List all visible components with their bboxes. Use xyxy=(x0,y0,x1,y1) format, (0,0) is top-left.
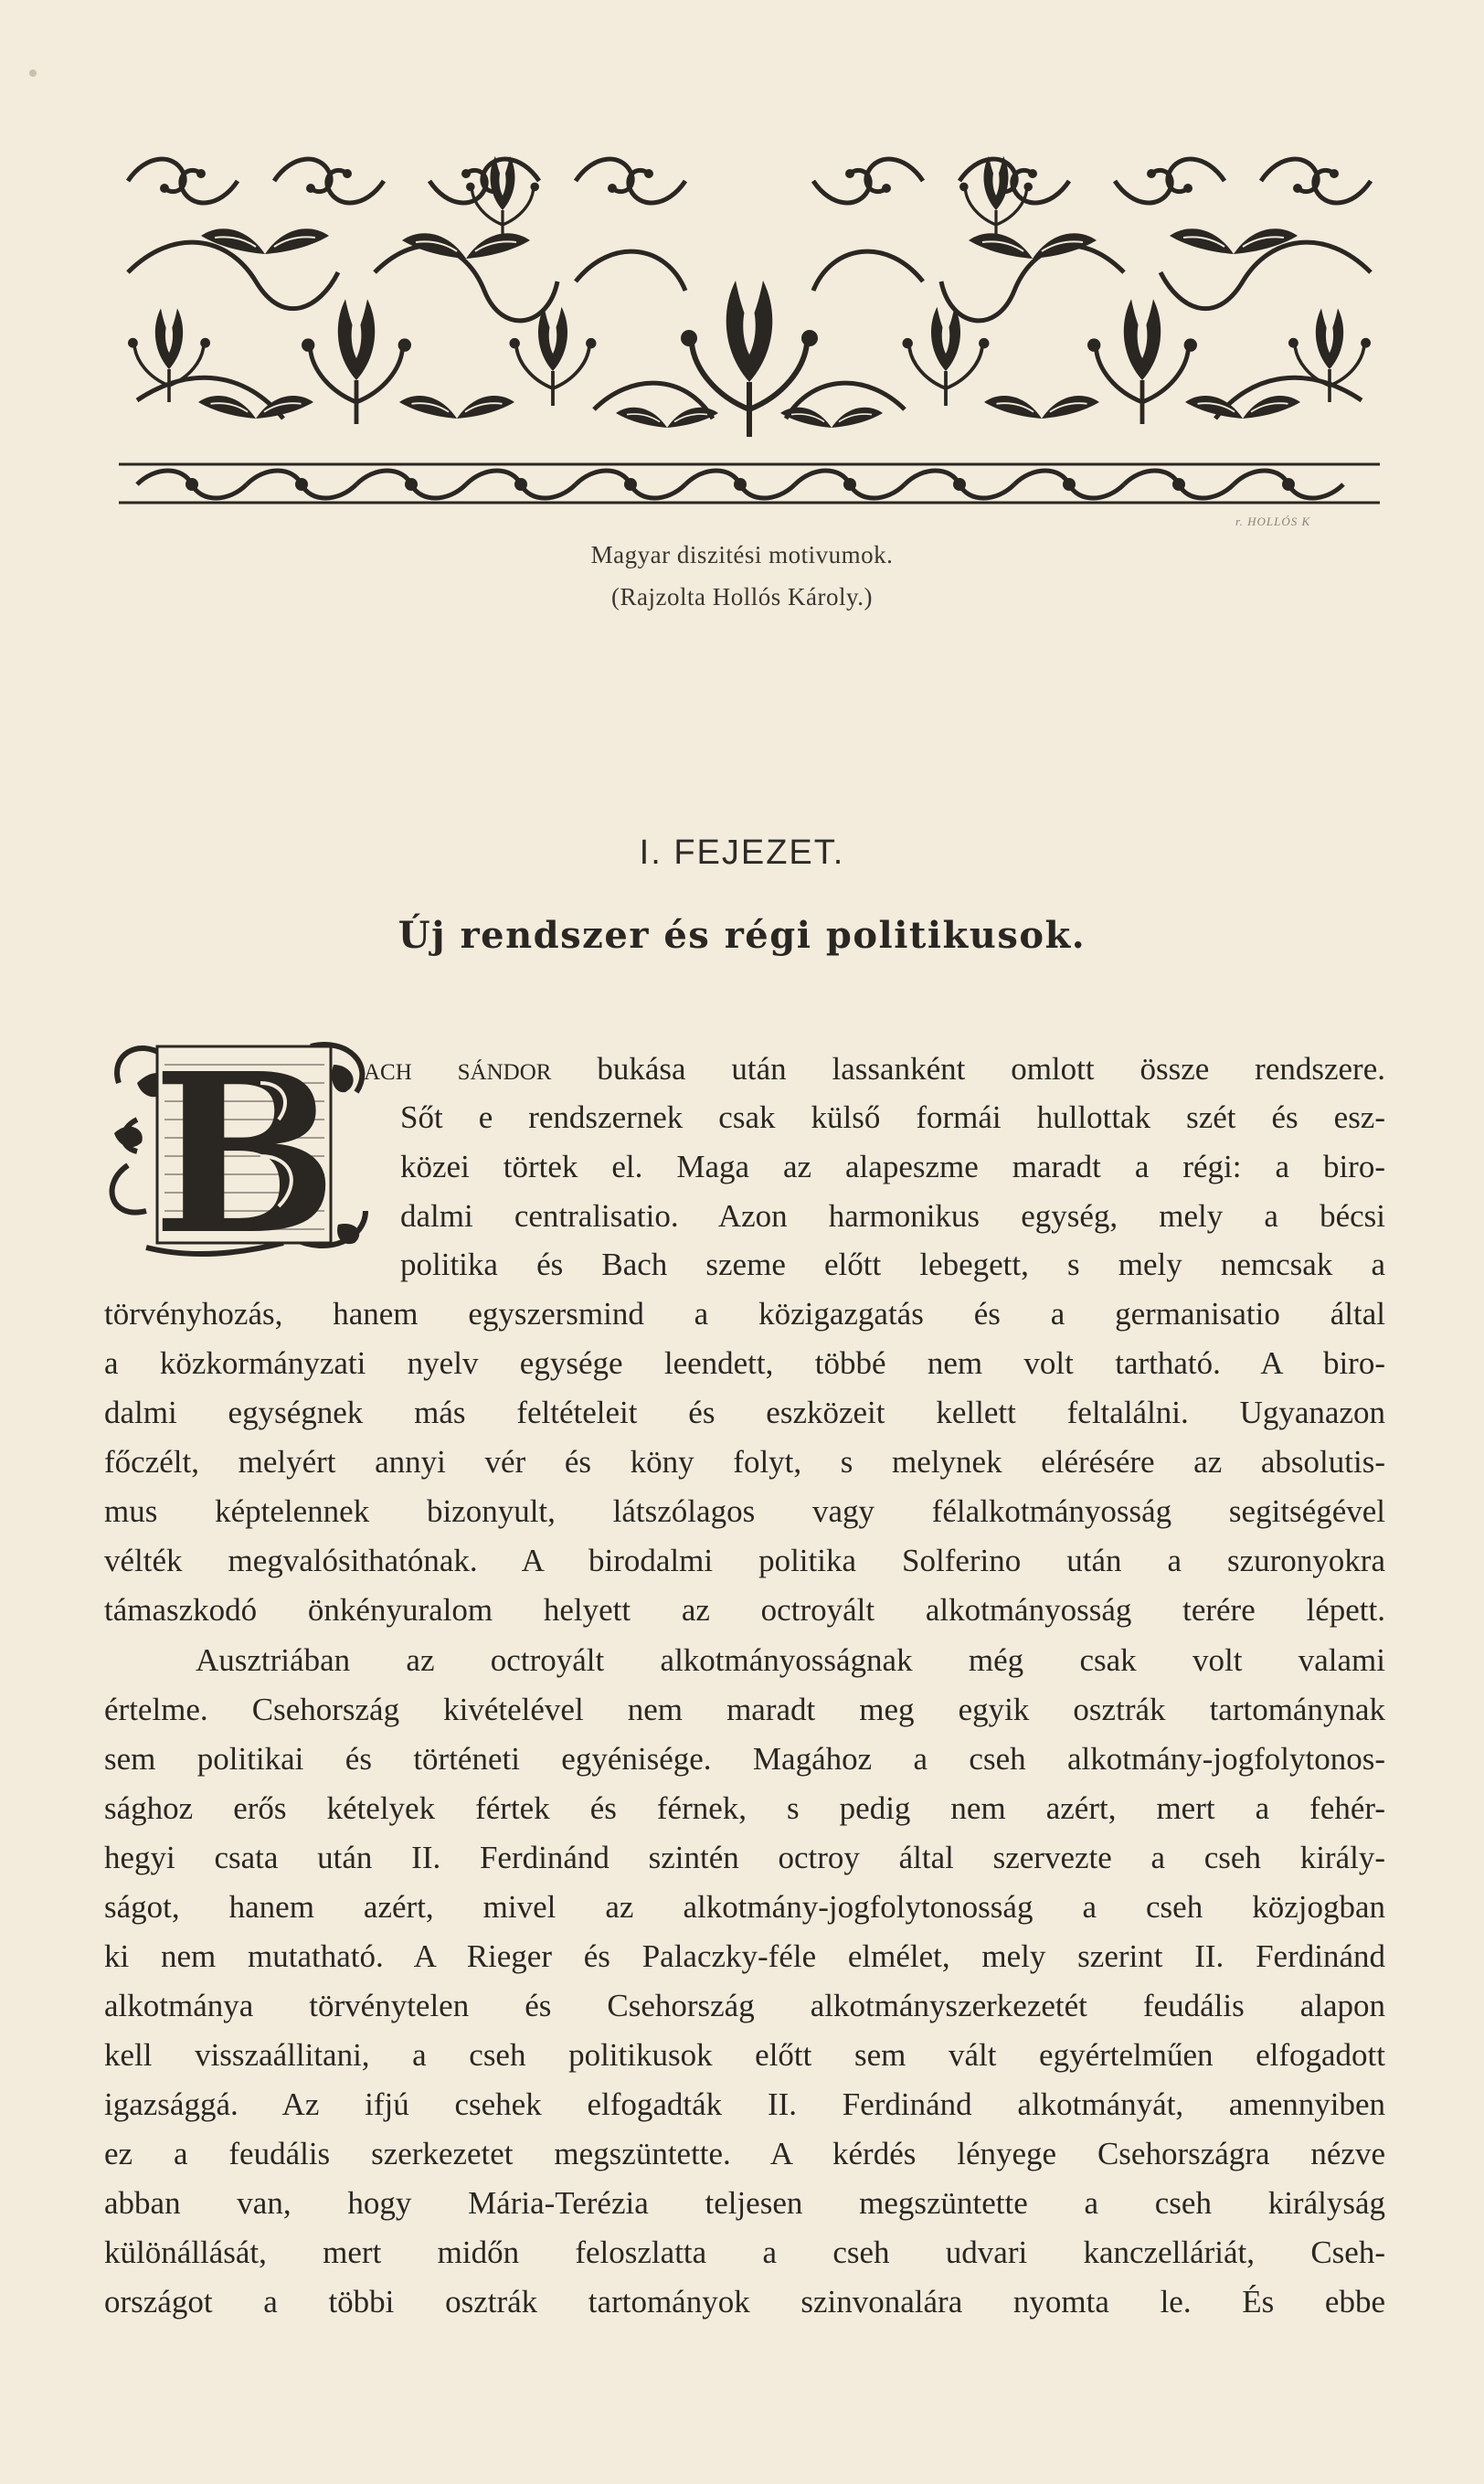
dropcap-initial-b xyxy=(101,1028,393,1266)
text-line: közei törtek el. Maga az alapeszme maradt a régi: a biro- xyxy=(400,1149,1385,1184)
text-line: ach sándor bukása után lassanként omlott össze rendszere. xyxy=(364,1051,1385,1087)
text-line: abban van, hogy Mária-Terézia teljesen megszüntette a cseh királyság xyxy=(104,2185,1385,2221)
text-line: vélték megvalósithatónak. A birodalmi politika Solferino után a szuronyokra xyxy=(104,1543,1385,1578)
text-line: törvényhozás, hanem egyszersmind a közigazgatás és a germanisatio által xyxy=(104,1296,1385,1332)
ornament-credit: (Rajzolta Hollós Károly.) xyxy=(611,583,873,610)
text-line: ságot, hanem azért, mivel az alkotmány-jogfolytonosság a cseh közjogban xyxy=(104,1889,1385,1925)
text-line: főczélt, melyért annyi vér és köny folyt, s melynek elérésére az absolutis- xyxy=(104,1444,1385,1480)
text-line: értelme. Csehország kivételével nem maradt meg egyik osztrák tartománynak xyxy=(104,1692,1385,1727)
text-line: Ausztriában az octroyált alkotmányosságnak még csak volt valami xyxy=(196,1642,1385,1678)
folk-ornament-headpiece xyxy=(119,144,1380,528)
text-line: a közkormányzati nyelv egysége leendett, többé nem volt tartható. A biro- xyxy=(104,1345,1385,1381)
chapter-title: Új rendszer és régi politikusok. xyxy=(398,914,1086,957)
dropcap-letter: B xyxy=(152,1028,338,1266)
text-line: hegyi csata után II. Ferdinánd szintén octroy által szervezte a cseh király- xyxy=(104,1840,1385,1875)
text-line: támaszkodó önkényuralom helyett az octroyált alkotmányosság terére lépett. xyxy=(104,1592,1385,1628)
text-line: ez a feudális szerkezetet megszüntette. A kérdés lényege Csehországra nézve xyxy=(104,2136,1385,2171)
chapter-number: I. FEJEZET. xyxy=(639,833,845,872)
paper-speck xyxy=(29,69,37,77)
ornament-caption: Magyar diszitési motivumok. xyxy=(590,541,894,568)
text-line: ki nem mutatható. A Rieger és Palaczky-féle elmélet, mely szerint II. Ferdinánd xyxy=(104,1938,1385,1974)
text-line: mus képtelennek bizonyult, látszólagos vagy félalkotmányosság segitségével xyxy=(104,1493,1385,1529)
text-line: Sőt e rendszernek csak külső formái hullottak szét és esz- xyxy=(400,1099,1385,1135)
text-line: dalmi centralisatio. Azon harmonikus egység, mely a bécsi xyxy=(400,1198,1385,1234)
text-line: sem politikai és történeti egyénisége. Magához a cseh alkotmány-jogfolytonos- xyxy=(104,1741,1385,1777)
text-line: alkotmánya törvénytelen és Csehország alkotmányszerkezetét feudális alapon xyxy=(104,1988,1385,2023)
text-line: dalmi egységnek más feltételeit és eszközeit kellett feltalálni. Ugyanazon xyxy=(104,1395,1385,1430)
text-line: igazsággá. Az ifjú csehek elfogadták II. Ferdinánd alkotmányát, amennyiben xyxy=(104,2086,1385,2122)
text-line: sághoz erős kételyek fértek és férnek, s pedig nem azért, mert a fehér- xyxy=(104,1790,1385,1826)
text-line: országot a többi osztrák tartományok szinvonalára nyomta le. És ebbe xyxy=(104,2284,1385,2319)
text-line: különállását, mert midőn feloszlatta a cseh udvari kanczelláriát, Cseh- xyxy=(104,2235,1385,2270)
text-line: politika és Bach szeme előtt lebegett, s mely nemcsak a xyxy=(400,1247,1385,1282)
opening-smallcaps: ach sándor xyxy=(364,1051,552,1087)
artist-signature: r. HOLLÓS K xyxy=(1235,515,1311,528)
text-line: kell visszaállitani, a cseh politikusok előtt sem vált egyértelműen elfogadott xyxy=(104,2037,1385,2073)
